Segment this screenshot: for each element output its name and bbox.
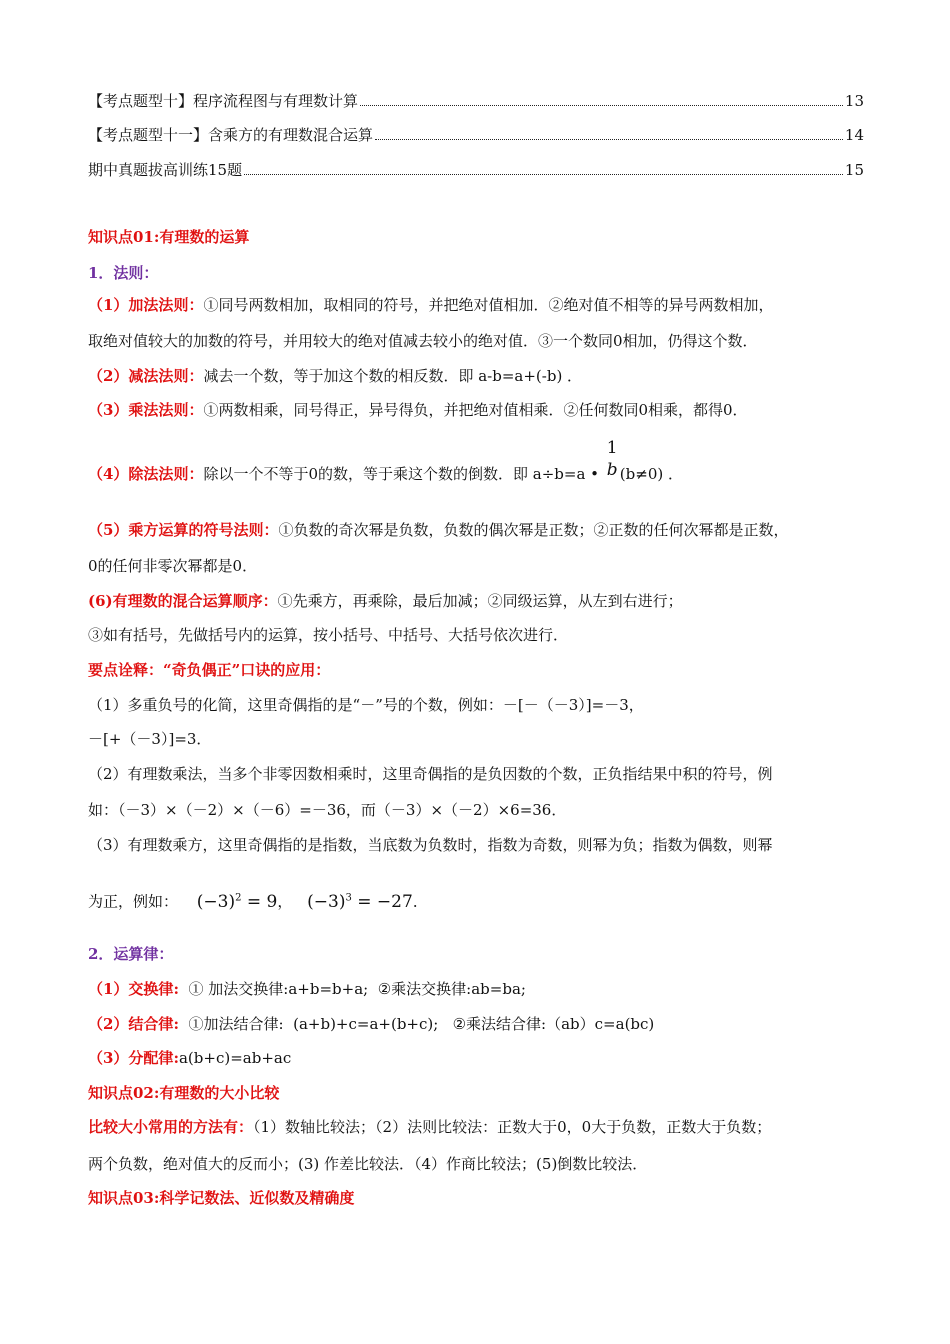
laws-heading: 2．运算律：	[88, 945, 174, 963]
toc-title: 【考点题型十一】含乘方的有理数混合运算	[88, 126, 374, 144]
associative-law	[88, 1013, 654, 1035]
commutative-law-text: ① 加法交换律:a+b=b+a; ②乘法交换律:ab=ba;	[178, 980, 526, 998]
toc-title: 期中真题拔高训练15题	[88, 161, 243, 179]
distributive-law	[88, 1047, 291, 1069]
toc-title: 【考点题型十】程序流程图与有理数计算	[88, 92, 359, 110]
key-point-2-cont: 如：（－3）×（－2）×（－6）=－36，而（－3）×（－2）×6=36．	[88, 801, 567, 819]
division-rule	[88, 438, 683, 485]
key-points-heading: 要点诠释：“奇负偶正”口诀的应用：	[88, 661, 331, 679]
power-sign-rule-text: ①负数的奇次幂是负数，负数的偶次幂是正数；②正数的任何次幂都是正数，	[278, 521, 789, 539]
multiplication-rule	[88, 399, 748, 421]
key-point-1: （1）多重负号的化简，这里奇偶指的是“－”号的个数，例如：－[－（－3）]=－3，	[88, 696, 644, 714]
division-rule-tail: (b≠0) ．	[619, 465, 683, 483]
associative-law-label: （2）结合律:	[88, 1015, 179, 1033]
division-rule-text: 除以一个不等于0的数，等于乘这个数的倒数．即 a÷b=a •	[203, 465, 600, 483]
comparison-methods	[88, 1116, 771, 1138]
subtraction-rule-label: （2）减法法则：	[88, 367, 204, 385]
addition-rule	[88, 294, 773, 316]
toc-leader-dots	[375, 138, 843, 140]
commutative-law-label: （1）交换律:	[88, 980, 179, 998]
key-point-3: （3）有理数乘方，这里奇偶指的是指数，当底数为负数时，指数为奇数，则幂为负；指数为偶数，则幂	[88, 836, 773, 854]
operation-order-cont: ③如有括号，先做括号内的运算，按小括号、中括号、大括号依次进行．	[88, 626, 569, 644]
section-heading-k1: 知识点01:有理数的运算	[88, 228, 250, 246]
toc-leader-dots	[244, 173, 843, 175]
toc-entry[interactable]	[88, 124, 864, 146]
comparison-methods-text: （1）数轴比较法；（2）法则比较法：正数大于0，0大于负数，正数大于负数；	[253, 1118, 772, 1136]
commutative-law	[88, 978, 526, 1000]
associative-law-text: ①加法结合律: (a+b)+c=a+(b+c); ②乘法结合律:（ab）c=a(bc)	[178, 1015, 655, 1033]
section-heading-k3: 知识点03:科学记数法、近似数及精确度	[88, 1189, 355, 1207]
toc-leader-dots	[360, 104, 843, 106]
distributive-law-text: a(b+c)=ab+ac	[178, 1049, 292, 1067]
key-point-3-examples	[88, 887, 428, 913]
key-point-1-cont: －[+（－3）]=3．	[88, 730, 212, 748]
toc-entry[interactable]	[88, 159, 864, 181]
rules-heading: 1．法则：	[88, 264, 159, 282]
toc-page-number: 15	[844, 161, 864, 179]
addition-rule-label: （1）加法法则：	[88, 296, 204, 314]
multiplication-rule-label: （3）乘法法则：	[88, 401, 204, 419]
addition-rule-text: ①同号两数相加，取相同的符号，并把绝对值相加．②绝对值不相等的异号两数相加，	[203, 296, 774, 314]
subtraction-rule	[88, 365, 582, 387]
reciprocal-fraction	[604, 438, 620, 485]
fraction-numerator: 1	[606, 438, 618, 458]
toc-page-number: 14	[844, 126, 864, 144]
operation-order-text: ①先乘方，再乘除，最后加减；②同级运算，从左到右进行；	[277, 592, 683, 610]
toc-entry[interactable]	[88, 90, 864, 112]
addition-rule-cont: 取绝对值较大的加数的符号，并用较大的绝对值减去较小的绝对值．③一个数同0相加，仍得这个数．	[88, 332, 758, 350]
operation-order-label: (6)有理数的混合运算顺序：	[88, 592, 278, 610]
toc-page-number: 13	[844, 92, 864, 110]
examples-prefix: 为正，例如：	[88, 892, 179, 911]
subtraction-rule-text: 减去一个数，等于加这个数的相反数．即 a-b=a+(-b) ．	[203, 367, 583, 385]
operation-order	[88, 590, 683, 612]
fraction-denominator: b	[606, 460, 618, 480]
examples-end: ．	[412, 892, 428, 911]
example-separator: ，	[277, 892, 293, 911]
comparison-methods-cont: 两个负数，绝对值大的反而小；(3) 作差比较法．（4）作商比较法；(5)倒数比较法．	[88, 1155, 648, 1173]
key-point-2: （2）有理数乘法，当多个非零因数相乘时，这里奇偶指的是负因数的个数，正负指结果中积的符号，例	[88, 765, 773, 783]
example-1: $(-3)^2 = 9$	[196, 891, 278, 912]
section-heading-k2: 知识点02:有理数的大小比较	[88, 1084, 280, 1102]
power-sign-rule-cont: 0的任何非零次幂都是0．	[88, 557, 258, 575]
multiplication-rule-text: ①两数相乘，同号得正，异号得负，并把绝对值相乘．②任何数同0相乘，都得0．	[203, 401, 748, 419]
comparison-methods-label: 比较大小常用的方法有：	[88, 1118, 254, 1136]
power-sign-rule	[88, 519, 788, 541]
division-rule-label: （4）除法法则：	[88, 465, 204, 483]
example-2: $(-3)^3 = -27$	[307, 891, 413, 912]
distributive-law-label: （3）分配律:	[88, 1049, 179, 1067]
power-sign-rule-label: （5）乘方运算的符号法则：	[88, 521, 279, 539]
